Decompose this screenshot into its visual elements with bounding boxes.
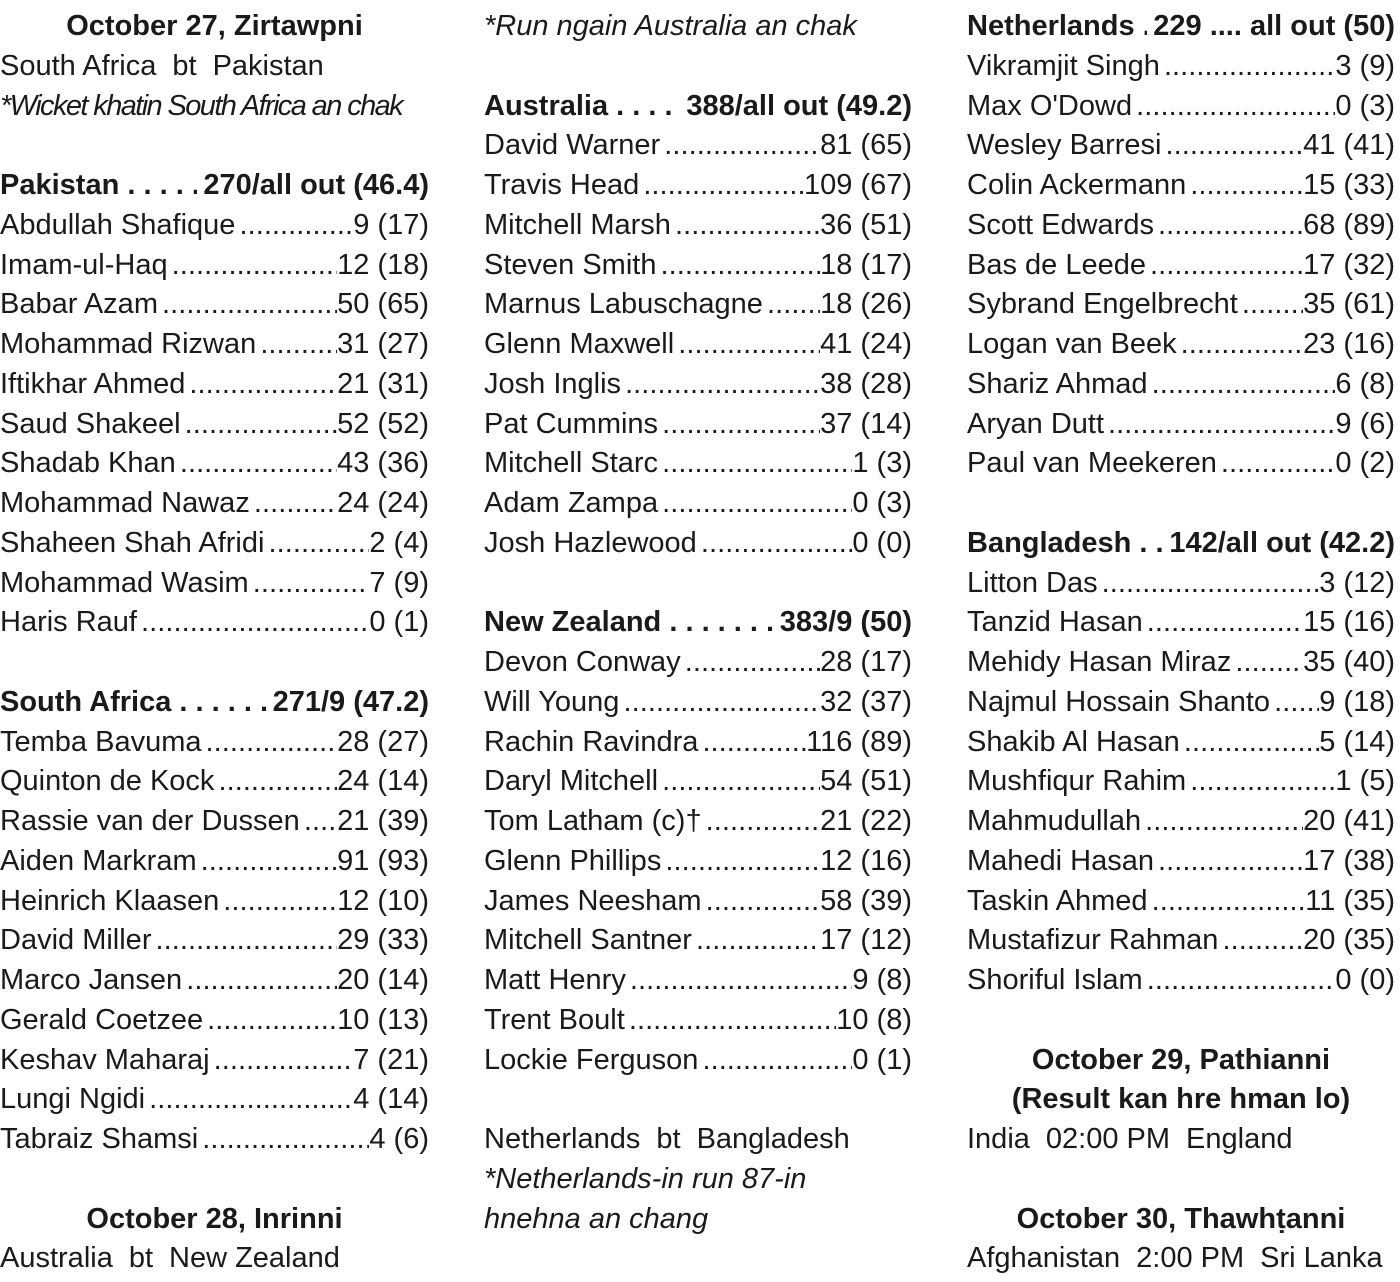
batter-row — [484, 444, 912, 484]
innings-header — [0, 166, 429, 206]
batter-name: Temba Bavuma . . . — [0, 723, 337, 763]
batter-row — [0, 365, 429, 405]
match-result — [0, 1239, 429, 1279]
batter-name: Devon Conway . . . — [484, 643, 820, 683]
batter-score: 18 (26) — [820, 288, 912, 321]
batter-name: Wesley Barresi . . . — [967, 126, 1303, 166]
batter-row — [484, 723, 912, 763]
team-name: New Zealand . . . — [484, 603, 774, 643]
result-word: bt — [656, 1123, 681, 1155]
batter-name: Mahmudullah . . . — [967, 802, 1303, 842]
batter-score: 12 (16) — [820, 844, 912, 877]
batter-score: 6 (8) — [1335, 367, 1395, 400]
batter-score: 4 (6) — [369, 1123, 429, 1155]
batter-name: Shariz Ahmad . . . — [967, 365, 1335, 405]
result-word: bt — [172, 49, 197, 82]
batter-row — [484, 126, 912, 166]
team-score: 271/9 (47.2) — [272, 685, 429, 718]
batter-row — [0, 206, 429, 246]
batter-row — [0, 762, 429, 802]
batter-row — [0, 444, 429, 484]
batter-name: Logan van Beek . . . — [967, 325, 1303, 365]
batter-score: 15 (33) — [1303, 169, 1395, 201]
spacer — [967, 1160, 1395, 1200]
batter-score: 18 (17) — [820, 248, 912, 281]
batter-name: Keshav Maharaj . . . — [0, 1041, 353, 1081]
batter-name: Shoriful Islam . . . — [967, 961, 1335, 1001]
spacer — [0, 126, 429, 166]
team-score: 229 .... all out (50) — [1153, 10, 1395, 42]
batter-row — [967, 246, 1395, 286]
match-time: 2:00 PM — [1136, 1242, 1245, 1275]
match-note: *Wicket khatin South Africa an chak — [0, 89, 403, 122]
team-name: Netherlands . . . — [967, 7, 1147, 47]
batter-name: Litton Das . . . — [967, 564, 1319, 604]
spacer — [967, 484, 1395, 524]
batter-name: Josh Hazlewood . . . — [484, 524, 852, 564]
batter-name: Josh Inglis . . . — [484, 365, 820, 405]
date-heading: October 27, Zirtawpni — [66, 10, 363, 42]
batter-score: 3 (12) — [1319, 566, 1395, 599]
batter-row — [967, 683, 1395, 723]
batter-score: 4 (14) — [353, 1083, 429, 1116]
batter-name: Mitchell Starc . . . — [484, 444, 852, 484]
batter-name: Rachin Ravindra . . . — [484, 723, 806, 763]
date-heading: October 29, Pathianni — [1031, 1043, 1331, 1076]
spacer — [484, 1080, 912, 1120]
batter-row — [0, 882, 429, 922]
batter-score: 41 (41) — [1303, 129, 1395, 162]
fixture — [967, 1239, 1395, 1279]
batter-row — [967, 166, 1395, 206]
batter-row — [0, 802, 429, 842]
batter-name: Imam-ul-Haq . . . — [0, 246, 337, 286]
batter-name: Vikramjit Singh . . . — [967, 47, 1335, 87]
batter-name: Aryan Dutt . . . — [967, 405, 1335, 445]
batter-name: Scott Edwards . . . — [967, 206, 1303, 246]
team-score: 270/all out (46.4) — [203, 169, 429, 201]
team-score: 388/all out (49.2) — [686, 89, 912, 122]
batter-name: Tabraiz Shamsi . . . — [0, 1120, 369, 1160]
batter-name: Taskin Ahmed . . . — [967, 882, 1305, 922]
batter-name: Daryl Mitchell . . . — [484, 762, 820, 802]
date-subheading: (Result kan hre hman lo) — [1011, 1083, 1351, 1116]
batter-score: 21 (39) — [337, 805, 429, 837]
innings-header — [967, 7, 1395, 47]
batter-row — [484, 405, 912, 445]
batter-row — [0, 524, 429, 564]
batter-row — [484, 285, 912, 325]
batter-row — [967, 723, 1395, 763]
batter-score: 0 (1) — [852, 1043, 912, 1076]
team-name: England — [1186, 1123, 1293, 1155]
team-name: Afghanistan — [967, 1242, 1121, 1275]
batter-row — [967, 126, 1395, 166]
batter-name: Mitchell Santner . . . — [484, 921, 820, 961]
batter-name: Will Young . . . — [484, 683, 820, 723]
batter-score: 0 (1) — [369, 606, 429, 639]
batter-row — [0, 1041, 429, 1081]
batter-name: Shakib Al Hasan . . . — [967, 723, 1319, 763]
batter-name: Mahedi Hasan . . . — [967, 842, 1303, 882]
batter-score: 91 (93) — [337, 844, 429, 877]
batter-name: Sybrand Engelbrecht . . . — [967, 285, 1303, 325]
batter-row — [0, 961, 429, 1001]
column-left — [0, 7, 429, 1279]
batter-score: 24 (14) — [337, 765, 429, 798]
batter-row — [967, 564, 1395, 604]
batter-row — [967, 444, 1395, 484]
batter-name: Max O'Dowd . . . — [967, 87, 1335, 127]
team-name: Bangladesh — [696, 1123, 850, 1155]
batter-score: 68 (89) — [1303, 208, 1395, 241]
batter-name: Aiden Markram . . . — [0, 842, 337, 882]
batter-name: Shaheen Shah Afridi . . . — [0, 524, 369, 564]
batter-score: 17 (12) — [820, 924, 912, 957]
batter-row — [967, 47, 1395, 87]
batter-name: Rassie van der Dussen . . . — [0, 802, 337, 842]
batter-score: 29 (33) — [337, 924, 429, 957]
batter-name: Mohammad Wasim . . . — [0, 564, 369, 604]
match-note: *Run ngain Australia an chak — [484, 10, 857, 42]
batter-score: 9 (17) — [353, 208, 429, 241]
batter-name: Bas de Leede . . . — [967, 246, 1303, 286]
batter-score: 5 (14) — [1319, 725, 1395, 758]
team-score: 383/9 (50) — [779, 606, 912, 639]
batter-row — [0, 325, 429, 365]
batter-score: 52 (52) — [337, 407, 429, 440]
batter-row — [0, 921, 429, 961]
batter-name: Mehidy Hasan Miraz . . . — [967, 643, 1303, 683]
batter-name: Travis Head . . . — [484, 166, 804, 206]
column-right — [967, 7, 1395, 1279]
batter-score: 21 (31) — [337, 367, 429, 400]
batter-row — [484, 166, 912, 206]
batter-score: 1 (3) — [852, 447, 912, 480]
innings-header — [967, 524, 1395, 564]
batter-name: Glenn Phillips . . . — [484, 842, 820, 882]
batter-row — [484, 246, 912, 286]
batter-name: Lockie Ferguson . . . — [484, 1041, 852, 1081]
batter-row — [0, 1080, 429, 1120]
match-result — [484, 1120, 912, 1160]
innings-header — [484, 87, 912, 127]
batter-row — [484, 1041, 912, 1081]
innings-header — [484, 603, 912, 643]
batter-name: Mitchell Marsh . . . — [484, 206, 820, 246]
batter-score: 7 (21) — [353, 1043, 429, 1076]
batter-score: 3 (9) — [1335, 49, 1395, 82]
batter-row — [484, 365, 912, 405]
date-heading: October 28, Inrinni — [86, 1202, 343, 1235]
batter-name: Colin Ackermann . . . — [967, 166, 1303, 206]
spacer — [484, 564, 912, 604]
batter-score: 37 (14) — [820, 407, 912, 440]
batter-name: Lungi Ngidi . . . — [0, 1080, 353, 1120]
batter-score: 9 (8) — [852, 964, 912, 996]
batter-score: 0 (2) — [1335, 447, 1395, 480]
batter-score: 15 (16) — [1303, 606, 1395, 639]
batter-score: 54 (51) — [820, 765, 912, 798]
match-time: 02:00 PM — [1045, 1123, 1171, 1155]
batter-name: Mustafizur Rahman . . . — [967, 921, 1303, 961]
team-name: Pakistan . . . — [0, 166, 197, 206]
batter-score: 12 (10) — [337, 884, 429, 917]
team-name: Australia — [0, 1242, 113, 1275]
batter-score: 20 (41) — [1303, 805, 1395, 837]
batter-name: Marnus Labuschagne . . . — [484, 285, 820, 325]
batter-name: Gerald Coetzee . . . — [0, 1001, 337, 1041]
batter-name: Abdullah Shafique . . . — [0, 206, 353, 246]
team-name: Netherlands — [484, 1123, 641, 1155]
match-note: hnehna an chang — [484, 1202, 709, 1235]
batter-score: 38 (28) — [820, 367, 912, 400]
batter-name: Glenn Maxwell . . . — [484, 325, 820, 365]
batter-row — [0, 1120, 429, 1160]
batter-row — [484, 524, 912, 564]
team-name: Pakistan — [212, 49, 324, 82]
batter-row — [967, 921, 1395, 961]
batter-name: Iftikhar Ahmed . . . — [0, 365, 337, 405]
team-name: South Africa . . . — [0, 683, 267, 723]
batter-score: 17 (32) — [1303, 248, 1395, 281]
batter-row — [967, 842, 1395, 882]
team-name: Bangladesh . . . — [967, 524, 1163, 564]
batter-score: 10 (8) — [836, 1003, 912, 1036]
batter-score: 0 (3) — [1335, 89, 1395, 122]
batter-row — [484, 762, 912, 802]
batter-name: Tom Latham (c)† . . . — [484, 802, 820, 842]
batter-row — [967, 882, 1395, 922]
batter-row — [0, 1001, 429, 1041]
batter-name: Tanzid Hasan . . . — [967, 603, 1303, 643]
batter-row — [484, 643, 912, 683]
batter-score: 35 (40) — [1303, 646, 1395, 678]
team-score: 142/all out (42.2) — [1169, 526, 1395, 559]
batter-row — [0, 564, 429, 604]
batter-name: Mushfiqur Rahim . . . — [967, 762, 1335, 802]
batter-row — [967, 285, 1395, 325]
batter-score: 0 (0) — [852, 526, 912, 559]
spacer — [967, 1001, 1395, 1041]
batter-row — [484, 325, 912, 365]
batter-score: 36 (51) — [820, 208, 912, 241]
batter-score: 23 (16) — [1303, 328, 1395, 360]
batter-name: Haris Rauf . . . — [0, 603, 369, 643]
batter-score: 41 (24) — [820, 328, 912, 360]
batter-score: 0 (3) — [852, 487, 912, 519]
batter-score: 11 (35) — [1305, 884, 1395, 917]
spacer — [0, 643, 429, 683]
batter-row — [967, 405, 1395, 445]
spacer — [0, 1160, 429, 1200]
batter-score: 24 (24) — [337, 487, 429, 519]
batter-score: 1 (5) — [1335, 765, 1395, 798]
batter-row — [0, 723, 429, 763]
batter-score: 31 (27) — [337, 328, 429, 360]
batter-score: 10 (13) — [337, 1003, 429, 1036]
batter-score: 9 (6) — [1335, 407, 1395, 440]
batter-name: Paul van Meekeren . . . — [967, 444, 1335, 484]
batter-row — [0, 842, 429, 882]
batter-name: Najmul Hossain Shanto . . . — [967, 683, 1319, 723]
batter-row — [484, 842, 912, 882]
batter-name: Saud Shakeel . . . — [0, 405, 337, 445]
batter-name: James Neesham . . . — [484, 882, 820, 922]
batter-score: 28 (17) — [820, 646, 912, 678]
batter-score: 43 (36) — [337, 447, 429, 480]
column-middle — [484, 7, 912, 1239]
result-word: bt — [128, 1242, 154, 1275]
batter-name: Pat Cummins . . . — [484, 405, 820, 445]
batter-score: 32 (37) — [820, 685, 912, 718]
team-name: New Zealand — [169, 1242, 340, 1275]
batter-score: 81 (65) — [820, 129, 912, 162]
batter-row — [967, 762, 1395, 802]
batter-name: Mohammad Rizwan . . . — [0, 325, 337, 365]
batter-name: Trent Boult . . . — [484, 1001, 836, 1041]
batter-row — [0, 246, 429, 286]
batter-row — [967, 802, 1395, 842]
spacer — [484, 47, 912, 87]
batter-row — [484, 1001, 912, 1041]
batter-row — [0, 603, 429, 643]
batter-row — [0, 405, 429, 445]
batter-score: 109 (67) — [803, 169, 912, 201]
batter-row — [967, 643, 1395, 683]
batter-row — [484, 961, 912, 1001]
batter-score: 116 (89) — [806, 725, 912, 758]
batter-score: 20 (14) — [337, 964, 429, 996]
batter-score: 17 (38) — [1303, 844, 1395, 877]
team-name: Australia . . . — [484, 87, 680, 127]
batter-name: Heinrich Klaasen . . . — [0, 882, 337, 922]
batter-name: Adam Zampa . . . — [484, 484, 852, 524]
batter-score: 21 (22) — [820, 805, 912, 837]
team-name: Sri Lanka — [1260, 1242, 1383, 1275]
batter-row — [967, 961, 1395, 1001]
batter-name: Marco Jansen . . . — [0, 961, 337, 1001]
batter-score: 12 (18) — [337, 248, 429, 281]
batter-name: Shadab Khan . . . — [0, 444, 337, 484]
batter-row — [484, 802, 912, 842]
batter-row — [484, 206, 912, 246]
batter-name: David Miller . . . — [0, 921, 337, 961]
batter-score: 50 (65) — [337, 288, 429, 321]
batter-score: 0 (0) — [1335, 964, 1395, 996]
innings-header — [0, 683, 429, 723]
batter-row — [967, 87, 1395, 127]
batter-score: 2 (4) — [369, 526, 429, 559]
batter-name: Steven Smith . . . — [484, 246, 820, 286]
batter-row — [484, 683, 912, 723]
batter-row — [967, 603, 1395, 643]
batter-score: 58 (39) — [820, 884, 912, 917]
batter-score: 9 (18) — [1319, 685, 1395, 718]
batter-row — [967, 365, 1395, 405]
batter-name: Mohammad Nawaz . . . — [0, 484, 337, 524]
batter-score: 20 (35) — [1303, 924, 1395, 957]
match-note: *Netherlands-in run 87-in — [484, 1162, 807, 1195]
team-name: South Africa — [0, 49, 157, 82]
batter-row — [967, 325, 1395, 365]
batter-name: Quinton de Kock . . . — [0, 762, 337, 802]
match-result — [0, 47, 429, 87]
batter-row — [484, 882, 912, 922]
batter-row — [484, 484, 912, 524]
batter-score: 28 (27) — [337, 725, 429, 758]
fixture — [967, 1120, 1395, 1160]
batter-row — [0, 285, 429, 325]
batter-name: Babar Azam . . . — [0, 285, 337, 325]
batter-row — [484, 921, 912, 961]
batter-row — [967, 206, 1395, 246]
batter-name: David Warner . . . — [484, 126, 820, 166]
batter-score: 35 (61) — [1303, 288, 1395, 321]
batter-name: Matt Henry . . . — [484, 961, 852, 1001]
team-name: India — [967, 1123, 1030, 1155]
batter-row — [0, 484, 429, 524]
date-heading: October 30, Thawhṭanni — [1016, 1202, 1346, 1235]
batter-score: 7 (9) — [369, 566, 429, 599]
